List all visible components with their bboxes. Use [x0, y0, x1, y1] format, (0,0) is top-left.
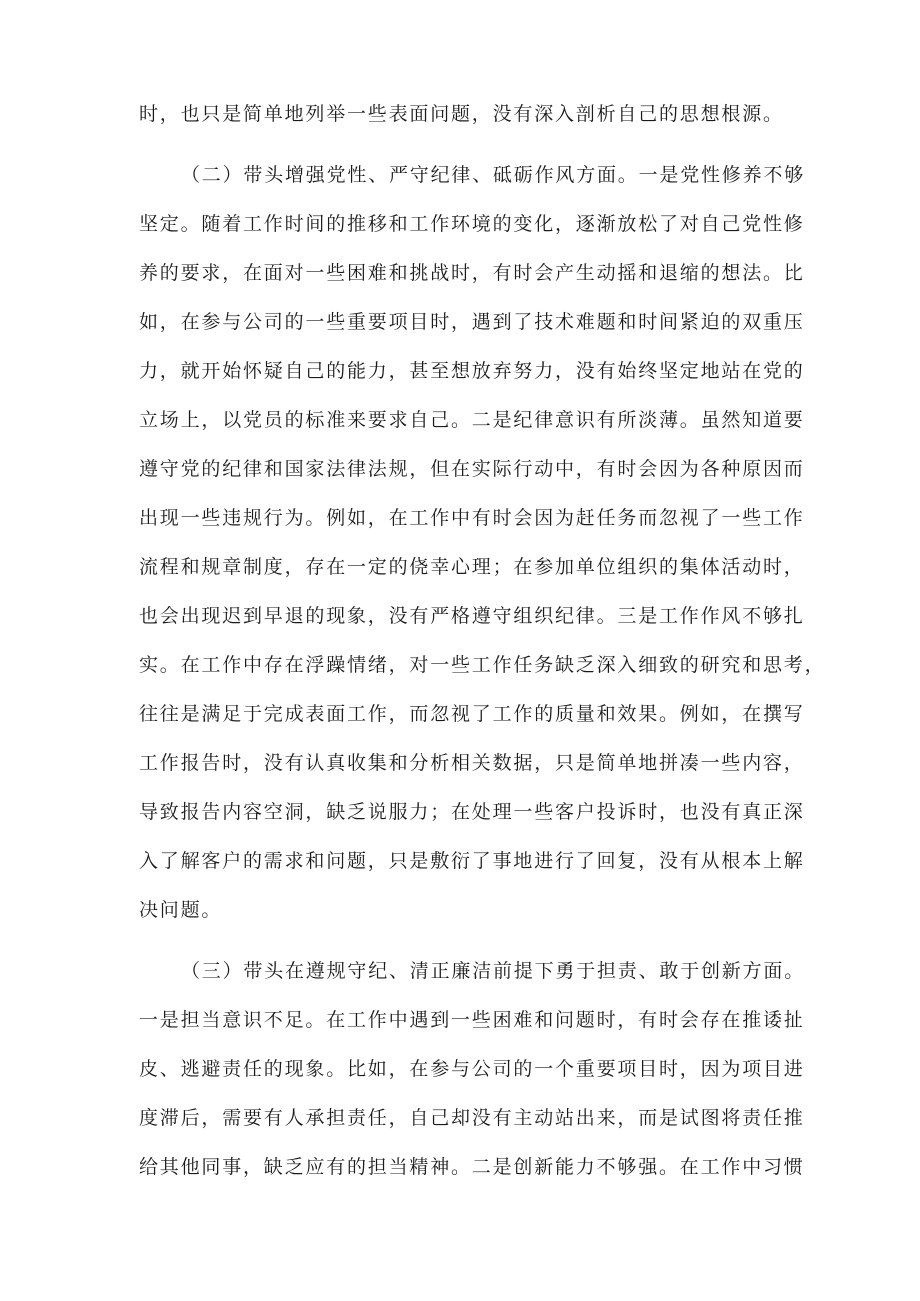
- paragraph-2-line-12: 往往是满足于完成表面工作，而忽视了工作的质量和效果。例如，在撰写: [139, 703, 805, 725]
- paragraph-1-line-1: 时，也只是简单地列举一些表面问题，没有深入剖析自己的思想根源。: [139, 103, 784, 125]
- paragraph-2-line-11: 实。在工作中存在浮躁情绪，对一些工作任务缺乏深入细致的研究和思考，: [139, 654, 826, 676]
- paragraph-2-line-5: 力，就开始怀疑自己的能力，甚至想放弃努力，没有始终坚定地站在党的: [139, 360, 805, 382]
- paragraph-2-line-16: 决问题。: [139, 899, 223, 921]
- paragraph-2-line-6: 立场上，以党员的标准来要求自己。二是纪律意识有所淡薄。虽然知道要: [139, 409, 805, 431]
- paragraph-2-line-8: 出现一些违规行为。例如，在工作中有时会因为赶任务而忽视了一些工作: [139, 507, 805, 529]
- paragraph-3-line-5: 给其他同事，缺乏应有的担当精神。二是创新能力不够强。在工作中习惯: [139, 1156, 805, 1178]
- paragraph-2-line-2: 坚定。随着工作时间的推移和工作环境的变化，逐渐放松了对自己党性修: [139, 213, 805, 235]
- paragraph-2-line-15: 入了解客户的需求和问题，只是敷衍了事地进行了回复，没有从根本上解: [139, 850, 805, 872]
- paragraph-3-line-2: 一是担当意识不足。在工作中遇到一些困难和问题时，有时会存在推诿扯: [139, 1009, 805, 1031]
- paragraph-2-line-3: 养的要求，在面对一些困难和挑战时，有时会产生动摇和退缩的想法。比: [139, 262, 805, 284]
- paragraph-2-line-4: 如，在参与公司的一些重要项目时，遇到了技术难题和时间紧迫的双重压: [139, 311, 805, 333]
- paragraph-3-line-1: （三）带头在遵规守纪、清正廉洁前提下勇于担责、敢于创新方面。: [181, 960, 806, 982]
- paragraph-2-line-13: 工作报告时，没有认真收集和分析相关数据，只是简单地拼凑一些内容，: [139, 752, 805, 774]
- paragraph-2-line-14: 导致报告内容空洞，缺乏说服力；在处理一些客户投诉时，也没有真正深: [139, 801, 805, 823]
- paragraph-2-line-7: 遵守党的纪律和国家法律法规，但在实际行动中，有时会因为各种原因而: [139, 458, 805, 480]
- paragraph-3-line-4: 度滞后，需要有人承担责任，自己却没有主动站出来，而是试图将责任推: [139, 1107, 805, 1129]
- paragraph-2-line-9: 流程和规章制度，存在一定的侥幸心理；在参加单位组织的集体活动时，: [139, 556, 805, 578]
- paragraph-3-line-3: 皮、逃避责任的现象。比如，在参与公司的一个重要项目时，因为项目进: [139, 1058, 805, 1080]
- paragraph-2-line-1: （二）带头增强党性、严守纪律、砥砺作风方面。一是党性修养不够: [181, 164, 806, 186]
- paragraph-2-line-10: 也会出现迟到早退的现象，没有严格遵守组织纪律。三是工作作风不够扎: [139, 605, 805, 627]
